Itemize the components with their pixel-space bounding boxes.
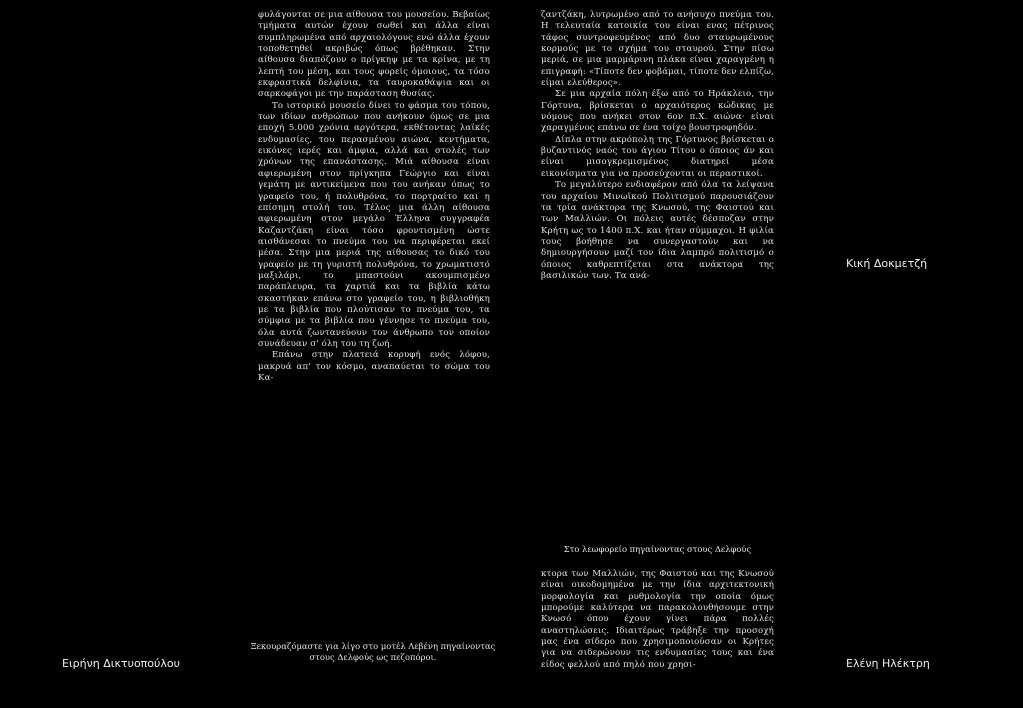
paragraph: Δίπλα στην ακρόπολη της Γόρτυνος βρίσκεται ο βυζαντινός ναός του άγιου Τίτου ο όποιος άν και είναι μισογκρεμισμένος διατηρεί μέσα εικονίσματα για να προσεύχονται οι περαστικοί. [541, 134, 774, 179]
text-column-right-lower [541, 569, 774, 671]
paragraph: Το μεγαλύτερο ενδιαφέρον από όλα τα λείψανα του αρχαίου Μινωϊκού Πολιτισμού παρουσιάζουν τα τρία ανάκτορα της Κνωσού, της Φαιστού και των Μαλλιών. Οι πόλεις αυτές δέσποζαν στην Κρήτη ως το 1400 π.Χ. και ήταν σύμμαχοι. Η φιλία τους βοήθησε να συνεργαστούν και να δημιουργήσουν μαζί τον ίδια λαμπρό πολιτισμό ο όποιος καθρεπτίζεται στα ανάκτορα της βασιλικών των. Τα ανά- [541, 180, 774, 281]
paragraph: Σε μια αρχαία πόλη έξω από το Ηράκλειο, την Γόρτυνα, βρίσκεται ο αρχαιότερος κώδικας με νόμους που ανήκει στον 6ον π.Χ. αιώνα· είναι χαραγμένος επάνω σε ένα τοίχο βουστροφηδόν. [541, 89, 774, 134]
paragraph: Επάνω στην πλατειά κορυφή ενός λόφου, μακρυά απ' τον κόσμο, αναπαύεται το σώμα του Κα- [258, 350, 490, 383]
paragraph: Το ιστορικό μουσείο δίνει το φάσμα του τόπου, των ιδίων ανθρώπων που ανήκουν όμως σε μια εποχή 5.000 χρόνια αργότερα, εκθέτοντας λαϊκές ενδυμασίες, του περασμένου αιώνα, κεντήματα, εικόνες ιερές και άμφια, αλλά και στολές των χρόνων της επανάστασης. Μιά αίθουσα είναι αφιερωμένη στον πρίγκηπα Γεώργιο και είναι γεμάτη με αντικείμενα που του ανήκαν όπως το γραφείο του, ή πολυθρόνα, το πορτραίτο και η επίσημη στολή του. Τέλος μια άλλη αίθουσα αφιερωμένη στον μεγάλο Έλληνα συγγραφέα Καζαντζάκη είναι τόσο φροντισμένη ώστε αισθάνεσαι το πνεύμα του να περιφέρεται εκεί μέσα. Στην μια μεριά της αίθουσας το δικό του γραφείο με τη γυριστή πολυθρόνα, το χρωματιστό μαξιλάρι, το μπαστούνι ακουμπισμένο παράπλευρα, τα χαρτιά και τα βιβλία κάτω σκαστήκαν επάνω στο γραφείο του, η βιβλιοθήκη με τα βιβλία που πλούτισαν το πνεύμα του, τα σύμφια με τα βιβλία που γέννησε το πνεύμα του, όλα αυτά ζωντανεύουν τον άνθρωπο τον οποίον συνάδευαν σ' όλη του τη ζωή. [258, 100, 490, 349]
paragraph: φυλάγονται σε μια αίθουσα του μουσείου. Βεβαίως τμήματα αυτών έχουν σωθεί και άλλα είναι συμπληρωμένα από αρχαιολόγους ενώ άλλα έχουν τοποθετηθεί ακριβώς όπως βρέθηκαν. Στην αίθουσα διαπόζουν ο πρίγκηψ με τα κρίνα, με τη λεπτή του μέση, και τους φορείς όμοιους, τα τόσο εκφραστικά δελφίνια, τα ταυροκαθάψια και οι σαρκοφάγοι με την παράσταση θυσίας. [258, 10, 490, 100]
author-name-left: Ειρήνη Δικτυοπούλου [62, 657, 181, 670]
caption-line: στους Δελφούς ως πεζοπόροι. [309, 652, 437, 662]
paragraph: ζαντζάκη, λυτρωμένο από το ανήσυχο πνεύμα του. Η τελευταία κατοικία του είναι ενας πέτρινος τάφος συντροφευμένος από δυο σταυρωμένους κορμούς με το σχήμα του σταυρού. Στην πίσω μεριά, σε μια μαρμάρινη πλάκα είναι χαραγμένη η επιγραφή: «Τίποτε δεν φοβάμαι, τίποτε δεν ελπίζω, είμαι ελεύθερος». [541, 10, 774, 89]
photo-caption-left [228, 641, 518, 663]
text-column-left [258, 10, 490, 384]
text-column-right [541, 10, 774, 282]
caption-line: Ξεκουραζόμαστε για λίγο στο μοτέλ Λεβένη πηγαίνοντας [250, 641, 496, 651]
photo-caption-right: Στο λεωφορείο πηγαίνοντας στους Δελφούς [563, 544, 752, 554]
author-name-right-top: Κική Δοκμετζή [846, 257, 928, 270]
author-name-right-bottom: Ελένη Ηλέκτρη [846, 657, 930, 670]
paragraph: κτορα των Μαλλιών, της Φαιστού και της Κνωσού είναι οικοδομημένα με την ίδια αρχιτεκτονική μορφολογία και ρυθμολογία την οποία όμως μπορούμε καλύτερα να παρακολουθήσουμε στην Κνωσό όπου έχουν γίνει πάρα πολλές αναστηλώσεις. Ιδιαιτέρως τράβηξε την προσοχή μας ένα σίδερο που χρησιμοποιούσαν οι Κρήτες για να σιδερώνουν τις ενδυμασίες τους και ένα είδος φελλού από πηλό που χρησι- [541, 569, 774, 670]
